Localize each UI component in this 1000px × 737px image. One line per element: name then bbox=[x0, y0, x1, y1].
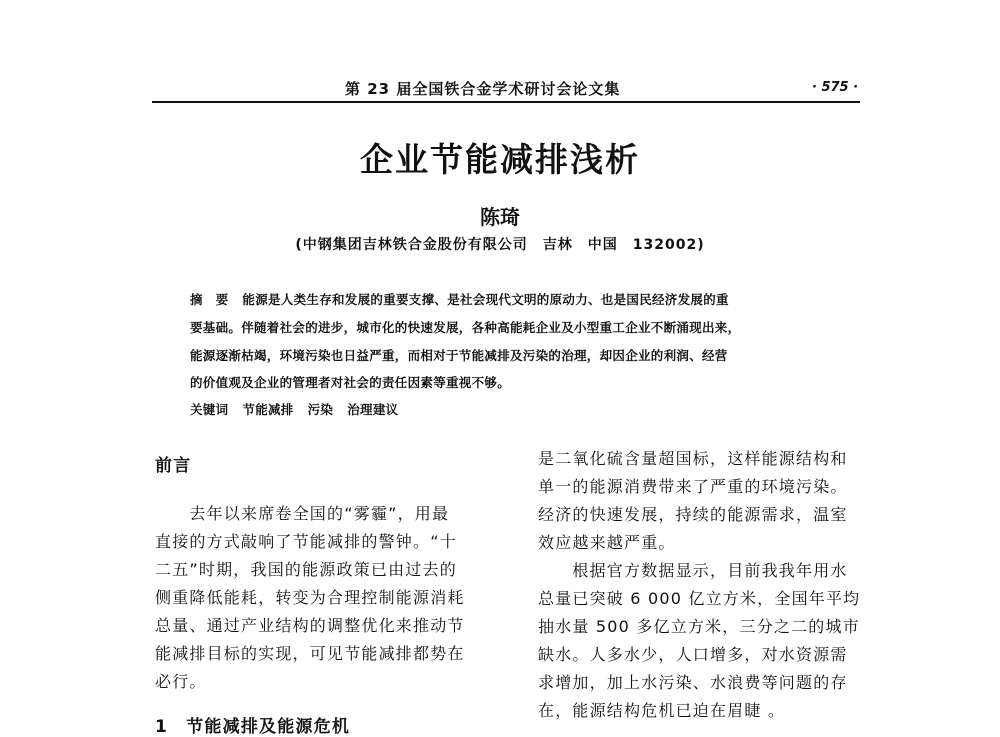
abstract-line: 的价值观及企业的管理者对社会的责任因素等重视不够。 bbox=[190, 375, 511, 390]
body-line: 经济的快速发展，持续的能源需求，温室 bbox=[538, 505, 848, 524]
section-heading-preface: 前言 bbox=[155, 456, 192, 476]
body-line: 总量已突破 6 000 亿立方米，全国年平均 bbox=[538, 589, 861, 608]
affiliation: (中钢集团吉林铁合金股份有限公司 吉林 中国 132002) bbox=[295, 237, 705, 253]
body-line: 在，能源结构危机已迫在眉睫 。 bbox=[538, 701, 786, 720]
abstract-label: 摘 要 bbox=[190, 292, 229, 307]
header-rule bbox=[152, 101, 860, 103]
body-line: 直接的方式敲响了节能减排的警钟。“十 bbox=[155, 532, 457, 551]
keywords-label: 关键词 bbox=[190, 402, 229, 417]
body-line: 必行。 bbox=[155, 672, 207, 691]
section-heading-1: 1 节能减排及能源危机 bbox=[155, 717, 351, 737]
keywords: 关键词 节能减排 污染 治理建议 bbox=[190, 402, 399, 417]
body-line: 求增加，加上水污染、水浪费等问题的存 bbox=[538, 673, 848, 692]
body-line: 去年以来席卷全国的“雾霾”，用最 bbox=[155, 504, 450, 523]
abstract-line: 要基础。伴随着社会的进步，城市化的快速发展，各种高能耗企业及小型重工企业不断涌现出来， bbox=[190, 320, 741, 335]
body-line: 缺水。人多水少，人口增多，对水资源需 bbox=[538, 645, 848, 664]
body-line: 总量、通过产业结构的调整优化来推动节 bbox=[155, 616, 465, 635]
body-line: 侧重降低能耗，转变为合理控制能源消耗 bbox=[155, 588, 465, 607]
body-line: 能减排目标的实现，可见节能减排都势在 bbox=[155, 644, 465, 663]
body-line: 单一的能源消费带来了严重的环境污染。 bbox=[538, 477, 848, 496]
body-line: 效应越来越严重。 bbox=[538, 533, 676, 552]
author: 陈琦 bbox=[480, 205, 520, 229]
body-line: 抽水量 500 多亿立方米，三分之二的城市 bbox=[538, 617, 860, 636]
body-line: 是二氧化硫含量超国标，这样能源结构和 bbox=[538, 449, 848, 468]
abstract-line: 摘 要 能源是人类生存和发展的重要支撑、是社会现代文明的原动力、也是国民经济发展的重 bbox=[190, 292, 729, 307]
abstract-line: 能源逐渐枯竭，环境污染也日益严重，而相对于节能减排及污染的治理，却因企业的利润、经营 bbox=[190, 348, 728, 363]
body-line: 二五”时期，我国的能源政策已由过去的 bbox=[155, 560, 457, 579]
paper-title: 企业节能减排浅析 bbox=[360, 140, 640, 179]
body-line: 根据官方数据显示，目前我我年用水 bbox=[538, 561, 848, 580]
page-number: · 575 · bbox=[812, 80, 859, 95]
running-header: 第 23 届全国铁合金学术研讨会论文集 bbox=[345, 80, 621, 98]
